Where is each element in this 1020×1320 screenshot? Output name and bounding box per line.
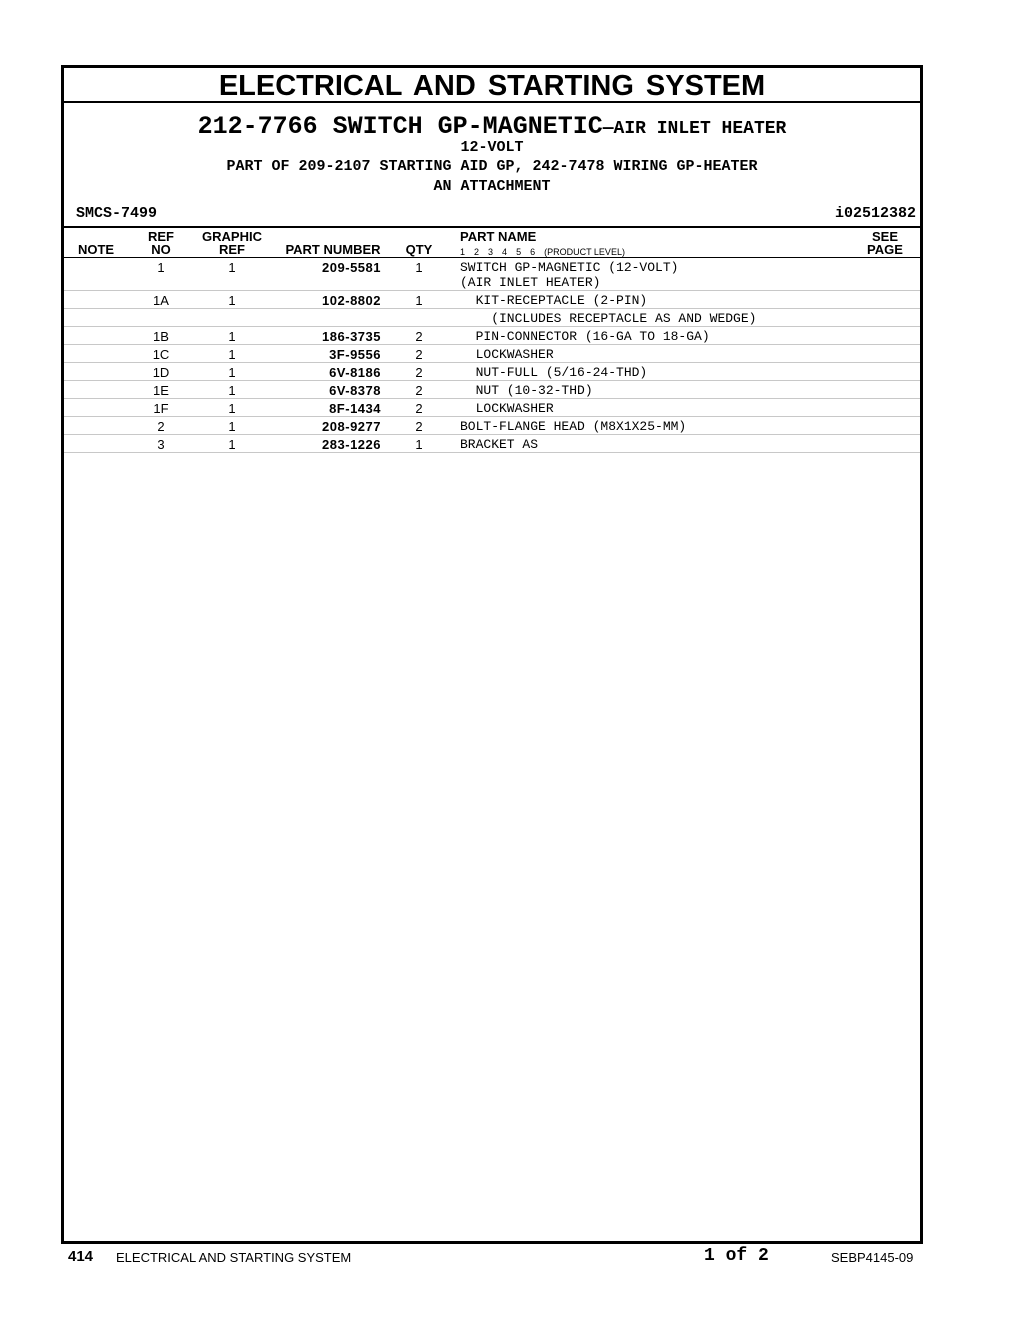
group-qualifier: AIR INLET HEATER [613,119,787,139]
quantity: 2 [415,419,423,434]
part-name: NUT (10-32-THD) [460,383,593,398]
table-row [64,417,920,435]
table-row [64,363,920,381]
ref-no: 1E [153,383,169,398]
level-6: 6 [530,247,536,257]
part-name: LOCKWASHER [460,347,554,362]
group-dash: — [602,119,614,139]
ref-no: 1B [153,329,169,344]
group-number-name: 212-7766 SWITCH GP-MAGNETIC [197,112,603,141]
part-number: 283-1226 [322,437,381,452]
col-part-name: PART NAME [460,229,537,244]
graphic-ref: 1 [228,293,236,308]
level-3: 3 [488,247,494,257]
part-number: 3F-9556 [329,347,381,362]
quantity: 2 [415,383,423,398]
col-qty: QTY [405,242,433,257]
product-level-label: (PRODUCT LEVEL) [544,247,625,257]
quantity: 2 [415,365,423,380]
part-number: 186-3735 [322,329,381,344]
table-row [64,309,920,327]
level-1: 1 [460,247,466,257]
part-number: 6V-8186 [329,365,381,380]
part-name: SWITCH GP-MAGNETIC (12-VOLT) (AIR INLET HEATER) [460,260,679,290]
ref-no: 1 [157,260,165,275]
ref-no: 1D [152,365,170,380]
part-name: NUT-FULL (5/16-24-THD) [460,365,648,380]
section-title: ELECTRICAL AND STARTING SYSTEM [64,68,920,103]
ref-no: 1A [153,293,169,308]
level-2: 2 [474,247,480,257]
part-number: 6V-8378 [329,383,381,398]
ref-no: 3 [157,437,165,452]
footer-section: ELECTRICAL AND STARTING SYSTEM [116,1250,352,1265]
level-4: 4 [502,247,508,257]
table-row [64,327,920,345]
footer-doc-number: SEBP4145-09 [831,1250,914,1265]
part-number: 208-9277 [322,419,381,434]
part-name: LOCKWASHER [460,401,554,416]
group-attachment: AN ATTACHMENT [433,178,551,195]
header-rule-top [64,226,920,228]
col-graphic-ref-line2: REF [219,242,245,257]
graphic-ref: 1 [228,365,236,380]
col-ref-no-line1: REF [148,229,174,244]
table-row [64,291,920,309]
graphic-ref: 1 [228,419,236,434]
part-name: PIN-CONNECTOR (16-GA TO 18-GA) [460,329,710,344]
col-note: NOTE [77,242,115,257]
illustration-id: i02512382 [834,205,916,222]
part-number: 8F-1434 [329,401,381,416]
col-ref-no-line2: NO [151,242,171,257]
graphic-ref: 1 [228,347,236,362]
part-number: 209-5581 [322,260,381,275]
part-name: BOLT-FLANGE HEAD (M8X1X25-MM) [460,419,687,434]
col-see-page-line2: PAGE [867,242,903,257]
ref-no: 1C [152,347,170,362]
col-ref-no [144,230,178,256]
quantity: 1 [415,293,423,308]
col-part-number: PART NUMBER [285,242,381,257]
smcs-code: SMCS-7499 [76,205,158,222]
graphic-ref: 1 [228,437,236,452]
quantity: 1 [415,437,423,452]
level-5: 5 [516,247,522,257]
table-row [64,381,920,399]
part-name: BRACKET AS [460,437,539,452]
table-row [64,435,920,453]
quantity: 2 [415,401,423,416]
part-name: KIT-RECEPTACLE (2-PIN) [460,293,648,308]
table-row [64,345,920,363]
footer-page-number: 414 [68,1248,94,1265]
col-graphic-ref-line1: GRAPHIC [202,229,262,244]
group-title [64,112,920,141]
footer-sheet-count: 1 of 2 [704,1246,769,1266]
ref-no: 1F [153,401,169,416]
quantity: 2 [415,347,423,362]
product-levels [460,247,634,257]
quantity: 2 [415,329,423,344]
table-row [64,399,920,417]
part-number: 102-8802 [322,293,381,308]
group-part-of: PART OF 209-2107 STARTING AID GP, 242-7478 WIRING GP-HEATER [226,158,758,175]
group-voltage: 12-VOLT [460,139,524,156]
graphic-ref: 1 [228,401,236,416]
graphic-ref: 1 [228,383,236,398]
parts-table [64,258,920,453]
ref-no: 2 [157,419,165,434]
col-graphic-ref [199,230,265,256]
graphic-ref: 1 [228,329,236,344]
graphic-ref: 1 [228,260,236,275]
col-see-page-line1: SEE [871,229,898,244]
col-see-page [860,230,910,256]
quantity: 1 [415,260,423,275]
part-name: (INCLUDES RECEPTACLE AS AND WEDGE) [460,311,757,326]
table-row [64,258,920,291]
page-frame [61,65,923,1244]
